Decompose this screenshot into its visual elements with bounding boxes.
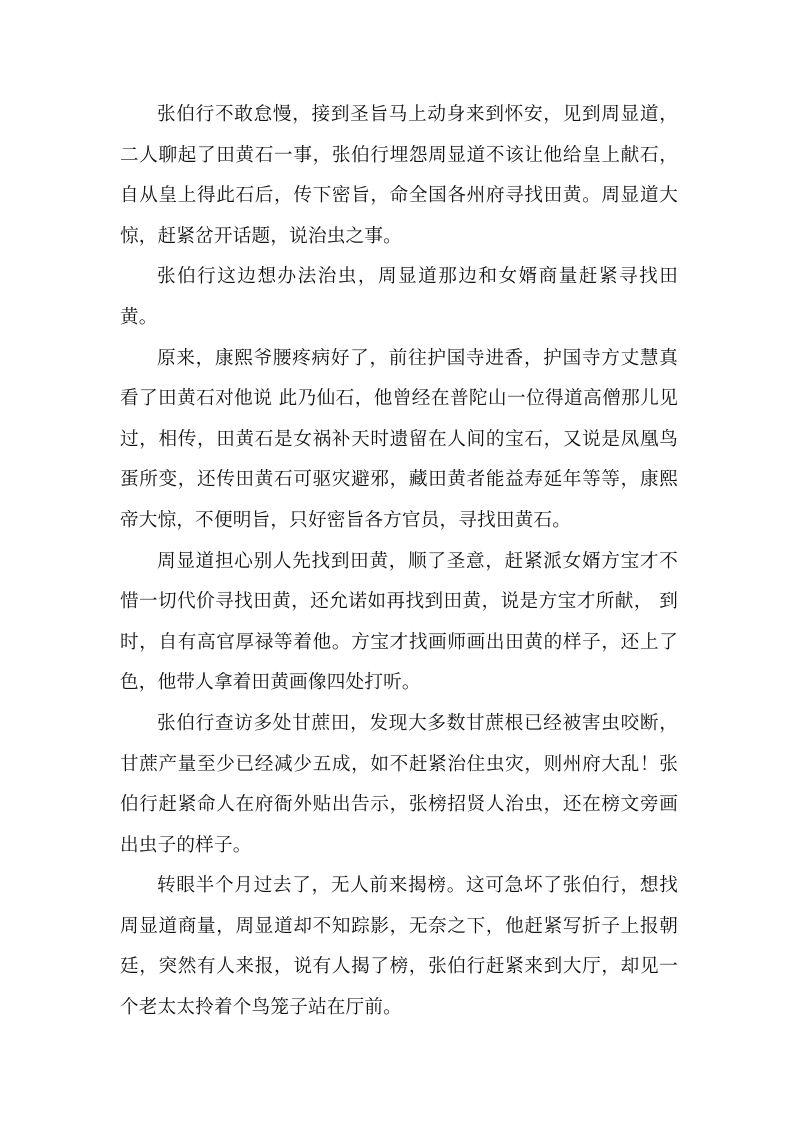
paragraph-2: 张伯行这边想办法治虫，周显道那边和女婿商量赶紧寻找田黄。: [120, 266, 678, 328]
paragraph-5: 张伯行查访多处甘蔗田，发现大多数甘蔗根已经被害虫咬断，甘蔗产量至少已经减少五成，如不赶紧治住虫灾，则州府大乱！张伯行赶紧命人在府衙外贴出告示，张榜招贤人治虫，还在榜文旁画出虫子的样子。: [120, 712, 678, 856]
paragraph-6: 转眼半个月过去了，无人前来揭榜。这可急坏了张伯行，想找周显道商量，周显道却不知踪影，无奈之下，他赶紧写折子上报朝廷，突然有人来报，说有人揭了榜，张伯行赶紧来到大厅，却见一个老太太拎着个鸟笼子站在厅前。: [120, 875, 678, 1019]
paragraph-4: 周显道担心别人先找到田黄，顺了圣意，赶紧派女婿方宝才不惜一切代价寻找田黄，还允诺如再找到田黄，说是方宝才所献， 到时，自有高官厚禄等着他。方宝才找画师画出田黄的样子，还上了色，他带人拿着田黄画像四处打听。: [120, 550, 678, 694]
paragraph-3: 原来，康熙爷腰疼病好了，前往护国寺进香，护国寺方丈慧真看了田黄石对他说 此乃仙石，他曾经在普陀山一位得道高僧那儿见过，相传，田黄石是女祸补天时遗留在人间的宝石，又说是凤凰鸟蛋所变，还传田黄石可驱灾避邪，藏田黄者能益寿延年等等，康熙帝大惊，不便明旨，只好密旨各方官员，寻找田黄石。: [120, 347, 678, 531]
paragraph-1: 张伯行不敢怠慢，接到圣旨马上动身来到怀安，见到周显道，二人聊起了田黄石一事，张伯行埋怨周显道不该让他给皇上献石，自从皇上得此石后，传下密旨，命全国各州府寻找田黄。周显道大惊，赶紧岔开话题，说治虫之事。: [120, 104, 678, 247]
document-body: [120, 95, 678, 1029]
